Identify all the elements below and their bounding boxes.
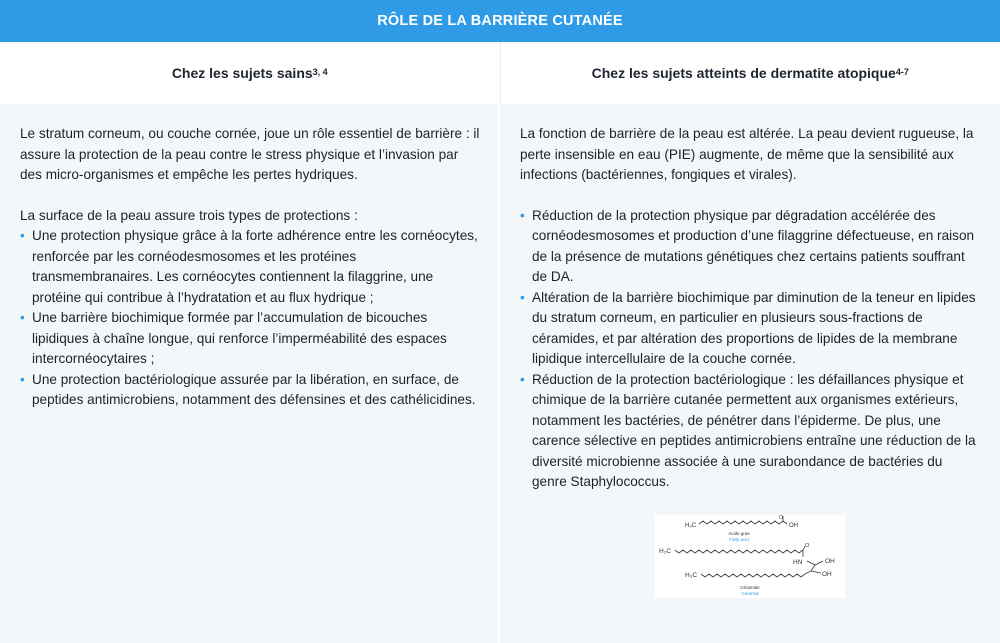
molecule-svg (655, 515, 845, 598)
ceramide-branch (807, 561, 815, 565)
healthy-bullet-list (20, 226, 480, 411)
atopic-intro: La fonction de barrière de la peau est altérée. La peau devient rugueuse, la perte insensible en eau (PIE) augmente, de même que la sensibilité aux infections (bactériennes, fongiques et virales). (520, 126, 974, 182)
ceramide-label: Céramide (740, 584, 760, 590)
fatty-acid-label: Acide gras (728, 530, 750, 536)
molecule-diagram (655, 515, 845, 598)
ceramide-h3c-bottom: H₃C (685, 571, 698, 579)
list-item: • Altération de la barrière biochimique par diminution de la teneur en lipides du stratum corneum, en particulier en plusieurs sous-fractions de céramides, et par altération des proportions de lipides de la membrane lipidique intercellulaire de la couche cornée. (520, 288, 980, 370)
header-healthy (0, 42, 501, 104)
list-item: • Une barrière biochimique formée par l’accumulation de bicouches lipidiques à chaîne longue, qui renforce l’imperméabilité des espaces intercornéocytaires ; (20, 308, 480, 370)
atopic-bullet-list (520, 206, 980, 493)
list-item: • Réduction de la protection bactériologique : les défaillances physique et chimique de la barrière cutanée permettent aux organismes extérieurs, notamment les bactéries, de pénétrer dans l’épiderme. De plus, une carence sélective en peptides antimicrobiens entraîne une réduction de la diversité microbienne associée à une surabondance de bactéries du genre Staphylococcus. (520, 370, 980, 493)
ceramide-branch-2 (815, 561, 823, 565)
ceramide-hn: HN (793, 558, 803, 566)
list-item: • Réduction de la protection physique par dégradation accélérée des cornéodesmosomes et production d’une filaggrine défectueuse, en raison de la présence de mutations génétiques chez certains patients souffrant de DA. (520, 206, 980, 288)
header-atopic-label: Chez les sujets atteints de dermatite atopique (591, 65, 896, 81)
header-atopic (501, 42, 1000, 104)
healthy-lead: La surface de la peau assure trois types de protections : (20, 207, 358, 223)
fatty-acid-o: O (779, 514, 783, 521)
column-headers (0, 42, 1000, 104)
healthy-intro: Le stratum corneum, ou couche cornée, joue un rôle essentiel de barrière : il assure la protection de la peau contre le stress physique et l’invasion par des micro-organismes et empêche les pertes hydriques. (20, 126, 480, 182)
ceramide-h3c-top: H₃C (659, 547, 672, 555)
ceramide-oh-1: OH (825, 557, 835, 565)
ceramide-chain-top (675, 550, 803, 553)
fatty-acid-h3c: H₃C (685, 522, 697, 529)
header-healthy-ref: 3, 4 (312, 67, 328, 77)
header-healthy-label: Chez les sujets sains (171, 65, 313, 81)
fatty-acid-chain (699, 521, 787, 524)
ceramide-oh-2: OH (822, 570, 832, 578)
ceramide-chain-bottom (701, 565, 815, 577)
ceramide-label-en: Ceramid (741, 590, 759, 596)
ceramide-o: O (805, 542, 810, 549)
column-atopic (500, 104, 1000, 643)
banner-title: RÔLE DE LA BARRIÈRE CUTANÉE (377, 13, 623, 29)
fatty-acid-label-en: Fatty acid (729, 536, 749, 542)
fatty-acid-oh: OH (789, 522, 798, 529)
list-item: • Une protection physique grâce à la forte adhérence entre les cornéocytes, renforcée par les cornéodesmosomes et les protéines transmembranaires. Les cornéocytes contiennent la filaggrine, une protéine qui contribue à l’hydratation et au flux hydrique ; (20, 226, 480, 308)
list-item: • Une protection bactériologique assurée par la libération, en surface, de peptides antimicrobiens, notamment des défensines et des cathélicidines. (20, 370, 480, 411)
column-healthy (0, 104, 500, 643)
ceramide-oh-bond (811, 571, 821, 573)
section-banner (0, 0, 1000, 42)
content-columns (0, 104, 1000, 643)
header-atopic-ref: 4-7 (895, 67, 909, 77)
